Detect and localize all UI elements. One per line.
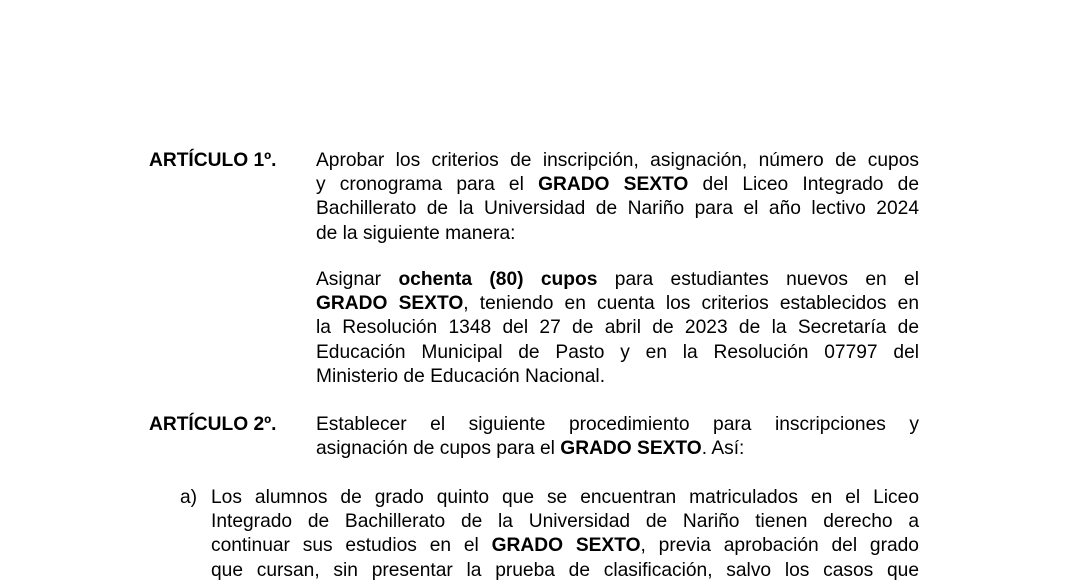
article-1-title: ARTÍCULO 1º.	[149, 150, 277, 171]
text-line	[316, 437, 919, 461]
text-run: del Liceo Integrado de	[688, 174, 919, 196]
text-line: Establecer el siguiente procedimiento para inscripciones y	[316, 414, 919, 435]
text-run: y cronograma para el	[316, 174, 539, 196]
text-run: continuar sus estudios en el	[211, 535, 492, 557]
text-run: . Así:	[701, 438, 745, 460]
text-line	[316, 292, 919, 316]
text-line: que cursan, sin presentar la prueba de clasificación, salvo los casos que	[211, 559, 919, 580]
list-item-body	[211, 486, 919, 580]
article-1-paragraph-1	[316, 149, 919, 246]
text-line: de la siguiente manera:	[316, 222, 516, 244]
text-run: , previa aprobación del grado	[640, 535, 919, 557]
text-run: , teniendo en cuenta los criterios establecidos en	[463, 293, 919, 315]
text-line: la Resolución 1348 del 27 de abril de 2023 de la Secretaría de	[316, 317, 919, 339]
text-line: Educación Municipal de Pasto y en la Resolución 07797 del	[316, 341, 919, 363]
text-run: para estudiantes nuevos en el	[597, 269, 919, 290]
list-marker: a)	[180, 487, 198, 508]
text-line: Ministerio de Educación Nacional.	[316, 365, 606, 387]
text-run: asignación de cupos para el	[316, 438, 561, 460]
text-line	[211, 534, 919, 558]
text-line: Los alumnos de grado quinto que se encuentran matriculados en el Liceo	[211, 487, 919, 508]
bold-text-grado-sexto: GRADO SEXTO	[538, 174, 689, 196]
bold-text-grado-sexto: GRADO SEXTO	[316, 293, 464, 315]
text-line	[316, 173, 919, 197]
bold-text-cupos: ochenta (80) cupos	[398, 269, 598, 290]
text-line: Bachillerato de la Universidad de Nariño para el año lectivo 2024	[316, 198, 919, 220]
article-1-paragraph-2	[316, 268, 919, 389]
bold-text-grado-sexto: GRADO SEXTO	[560, 438, 702, 460]
bold-text-grado-sexto: GRADO SEXTO	[491, 535, 641, 557]
text-run: Asignar	[316, 269, 399, 290]
text-line: Aprobar los criterios de inscripción, asignación, número de cupos	[316, 150, 919, 171]
article-2-title: ARTÍCULO 2º.	[149, 414, 277, 435]
text-line: Integrado de Bachillerato de la Universidad de Nariño tienen derecho a	[211, 511, 919, 533]
article-2-paragraph-1	[316, 413, 919, 461]
text-line	[316, 268, 919, 292]
